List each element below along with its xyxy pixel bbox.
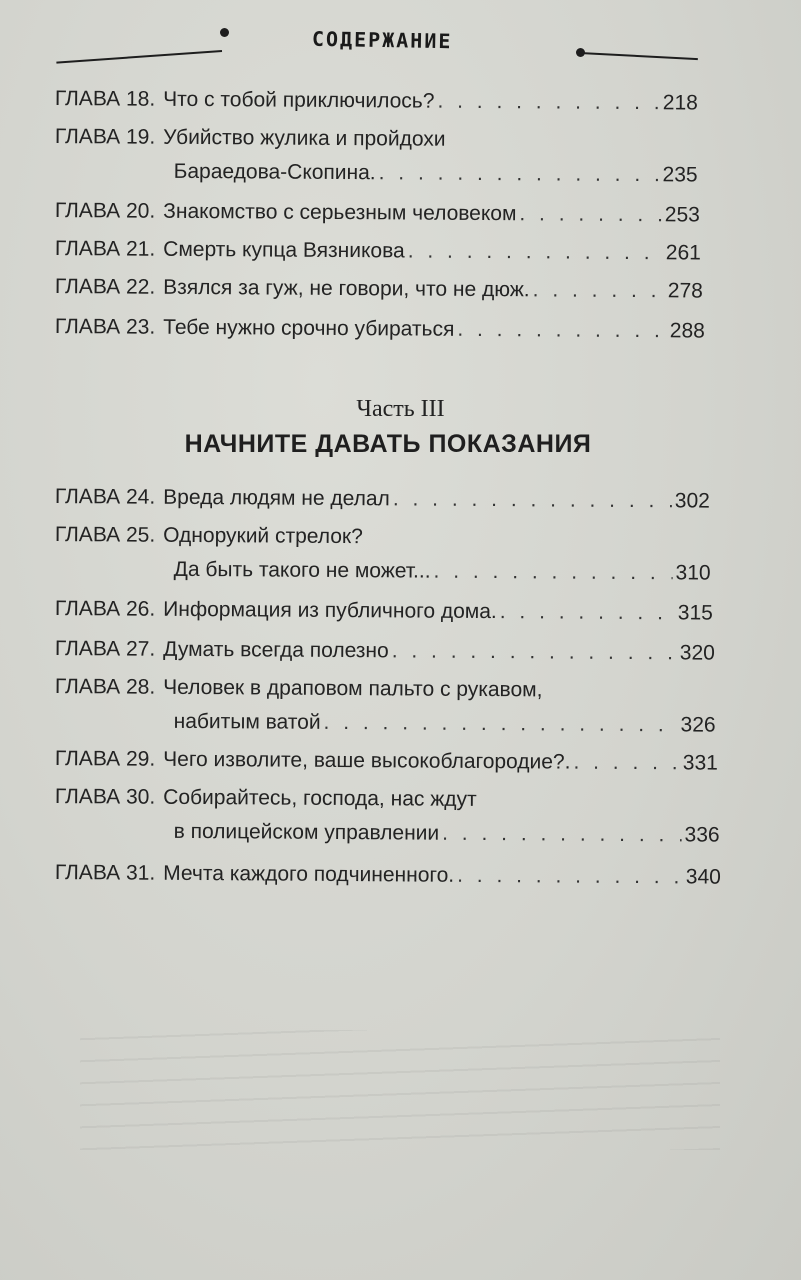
toc-entry-line bbox=[55, 518, 711, 557]
toc-entry bbox=[55, 670, 716, 743]
dot-leader bbox=[393, 482, 672, 518]
dot-leader bbox=[519, 197, 662, 232]
chapter-title: Думать всегда полезно bbox=[163, 637, 389, 663]
chapter-title: Информация из публичного дома. bbox=[163, 597, 497, 624]
toc-entry bbox=[55, 632, 715, 671]
chapter-title: Тебе нужно срочно убираться bbox=[163, 315, 455, 341]
chapter-title: Что с тобой приключилось? bbox=[163, 87, 435, 113]
toc-entry bbox=[55, 270, 703, 309]
toc-entry-line bbox=[55, 310, 705, 349]
toc-entry bbox=[55, 480, 710, 519]
toc-entry bbox=[55, 780, 720, 853]
chapter-number: ГЛАВА 23. bbox=[54, 314, 156, 339]
page-number: 315 bbox=[677, 601, 713, 625]
toc-entry-line bbox=[55, 704, 716, 743]
toc-entry bbox=[55, 310, 705, 349]
page-number: 278 bbox=[667, 279, 703, 303]
chapter-number: ГЛАВА 26. bbox=[54, 596, 156, 621]
toc-entry-line bbox=[55, 270, 703, 309]
chapter-title: Человек в драповом пальто с рукавом, bbox=[163, 675, 543, 702]
chapter-title: Да быть такого не может... bbox=[173, 557, 431, 583]
dot-leader bbox=[457, 859, 683, 895]
chapter-title: Однорукий стрелок? bbox=[163, 523, 363, 549]
toc-entry-line bbox=[55, 552, 711, 591]
dot-leader bbox=[573, 746, 680, 781]
toc-entry-line bbox=[55, 856, 721, 895]
toc-entry bbox=[55, 120, 698, 192]
toc-entry-line bbox=[55, 480, 710, 519]
page-number: 218 bbox=[662, 91, 698, 115]
page-number: 302 bbox=[674, 489, 710, 513]
dot-leader bbox=[392, 634, 677, 670]
chapter-number: ГЛАВА 20. bbox=[54, 198, 156, 223]
toc-entry-line bbox=[55, 120, 698, 158]
toc-entry bbox=[55, 518, 711, 591]
chapter-title: Знакомство с серьезным человеком bbox=[163, 199, 517, 226]
dot-leader bbox=[533, 273, 665, 308]
toc-entry-line bbox=[55, 154, 698, 192]
toc-entry-line bbox=[55, 632, 715, 671]
toc-entry bbox=[55, 232, 701, 271]
chapter-number: ГЛАВА 31. bbox=[54, 860, 156, 885]
toc-entry bbox=[55, 592, 713, 631]
chapter-title: Мечта каждого подчиненного. bbox=[163, 861, 455, 887]
chapter-number: ГЛАВА 24. bbox=[54, 484, 156, 509]
toc-entry-line bbox=[55, 742, 718, 781]
dot-leader bbox=[323, 706, 677, 742]
header-rule-right bbox=[580, 52, 698, 60]
dot-leader bbox=[442, 817, 682, 853]
page-title: СОДЕРЖАНИЕ bbox=[311, 26, 453, 54]
part-label: Часть III bbox=[356, 396, 445, 422]
toc-entry-line bbox=[55, 814, 720, 853]
toc-entry-line bbox=[55, 194, 700, 233]
chapter-number: ГЛАВА 21. bbox=[54, 236, 156, 261]
chapter-number: ГЛАВА 30. bbox=[54, 784, 156, 809]
part-title: НАЧНИТЕ ДАВАТЬ ПОКАЗАНИЯ bbox=[184, 430, 592, 458]
toc-entry-line bbox=[55, 232, 701, 271]
dot-leader bbox=[500, 595, 675, 630]
chapter-title: Чего изволите, ваше высокоблагородие?. bbox=[163, 747, 571, 774]
page-number: 326 bbox=[680, 713, 716, 737]
toc-entry-line bbox=[55, 82, 698, 120]
chapter-title: Смерть купца Вязникова bbox=[163, 237, 405, 263]
page-number: 331 bbox=[682, 751, 718, 775]
page-number: 235 bbox=[662, 163, 698, 187]
toc-entry-line bbox=[55, 670, 716, 709]
header-dot-left bbox=[220, 28, 229, 37]
chapter-title: Бараедова-Скопина. bbox=[173, 159, 376, 185]
chapter-title: Убийство жулика и пройдохи bbox=[163, 125, 446, 151]
toc-entry bbox=[55, 82, 698, 120]
page-header bbox=[50, 22, 700, 72]
page-number: 253 bbox=[664, 203, 700, 227]
chapter-title: Вреда людям не делал bbox=[163, 485, 390, 511]
toc-entry-line bbox=[55, 780, 720, 819]
page-number: 288 bbox=[669, 319, 705, 343]
header-rule-left bbox=[56, 50, 222, 64]
dot-leader bbox=[457, 313, 667, 348]
chapter-number: ГЛАВА 28. bbox=[54, 674, 156, 699]
page-number: 310 bbox=[675, 561, 711, 585]
chapter-number: ГЛАВА 29. bbox=[54, 746, 156, 771]
chapter-number: ГЛАВА 19. bbox=[54, 124, 156, 149]
toc-entry-line bbox=[55, 592, 713, 631]
dot-leader bbox=[433, 555, 672, 591]
chapter-title: Взялся за гуж, не говори, что не дюж. bbox=[163, 275, 530, 302]
dot-leader bbox=[408, 234, 663, 270]
page-number: 336 bbox=[684, 823, 720, 847]
toc-entry bbox=[55, 856, 721, 895]
chapter-number: ГЛАВА 22. bbox=[54, 274, 156, 299]
chapter-title: в полицейском управлении bbox=[173, 819, 440, 845]
chapter-number: ГЛАВА 18. bbox=[54, 86, 156, 111]
chapter-title: набитым ватой bbox=[173, 709, 321, 734]
page-number: 261 bbox=[665, 241, 701, 265]
toc-entry bbox=[55, 742, 718, 781]
chapter-number: ГЛАВА 27. bbox=[54, 636, 156, 661]
chapter-number: ГЛАВА 25. bbox=[54, 522, 156, 547]
show-through-text bbox=[80, 1030, 720, 1150]
toc-entry bbox=[55, 194, 700, 233]
page-number: 340 bbox=[685, 865, 721, 889]
page-number: 320 bbox=[679, 641, 715, 665]
dot-leader bbox=[437, 85, 660, 121]
dot-leader bbox=[379, 156, 660, 192]
chapter-title: Собирайтесь, господа, нас ждут bbox=[163, 785, 477, 811]
